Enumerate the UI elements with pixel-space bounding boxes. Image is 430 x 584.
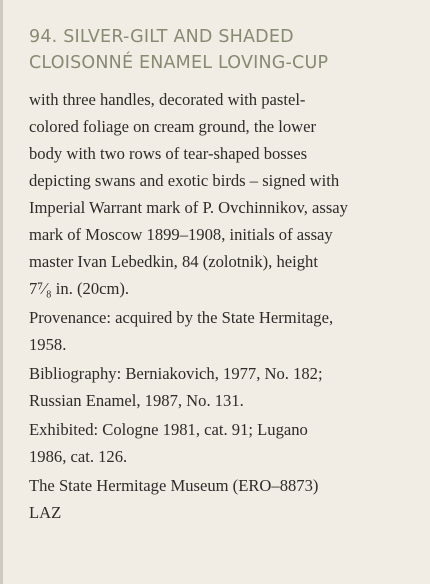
bibliography: [29, 360, 429, 414]
description-line: mark of Moscow 1899–1908, initials of assay: [29, 225, 333, 244]
description-line: master Ivan Lebedkin, 84 (zolotnik), height: [29, 252, 318, 271]
entry-body: [29, 86, 429, 526]
description-line: Imperial Warrant mark of P. Ovchinnikov, assay: [29, 198, 348, 217]
description-line: body with two rows of tear-shaped bosses: [29, 144, 308, 163]
description-line: depicting swans and exotic birds – signed with: [29, 171, 340, 190]
provenance-line: Provenance: acquired by the State Hermitage,: [29, 308, 334, 327]
collection-line: The State Hermitage Museum (ERO–8873): [29, 476, 319, 495]
entry-title-line-2: CLOISONNÉ ENAMEL LOVING-CUP: [29, 53, 329, 73]
author-initials: LAZ: [29, 503, 62, 522]
description: [29, 86, 429, 302]
entry-title: [29, 24, 424, 76]
bibliography-line: Russian Enamel, 1987, No. 131.: [29, 391, 244, 410]
provenance: [29, 304, 429, 358]
description-line: colored foliage on cream ground, the lower: [29, 117, 317, 136]
description-line: with three handles, decorated with pastel-: [29, 90, 306, 109]
exhibited-line: Exhibited: Cologne 1981, cat. 91; Lugano: [29, 420, 308, 439]
provenance-line: 1958.: [29, 335, 67, 354]
exhibited-line: 1986, cat. 126.: [29, 447, 128, 466]
exhibited: [29, 416, 429, 470]
entry-title-line-1: 94. SILVER-GILT AND SHADED: [29, 27, 294, 47]
bibliography-line: Bibliography: Berniakovich, 1977, No. 182;: [29, 364, 323, 383]
description-line: 7⁷⁄₈ in. (20cm).: [29, 279, 130, 298]
